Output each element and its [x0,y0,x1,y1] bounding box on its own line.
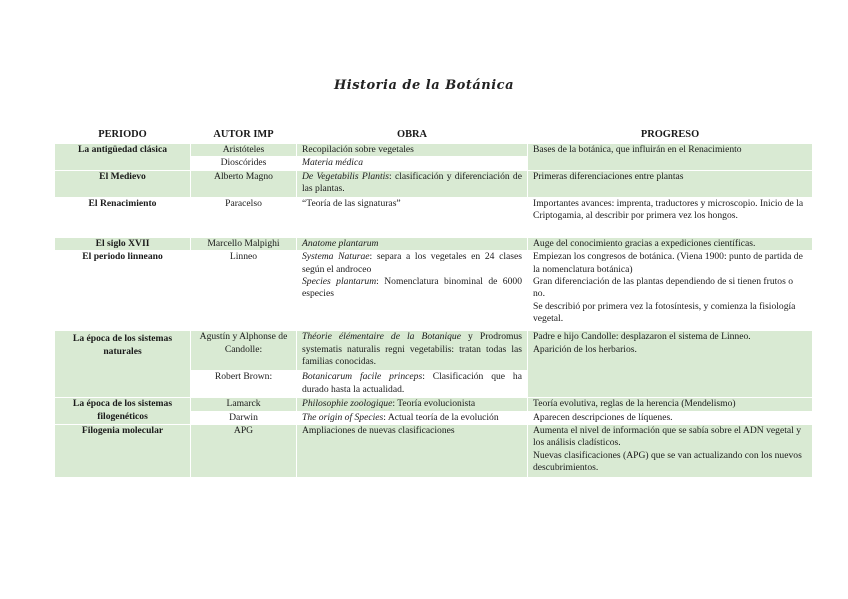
obra-title: Species plantarum [302,276,377,288]
periodo-cell: Filogenia molecular [55,425,191,478]
obra-cell: Recopilación sobre vegetales [297,144,528,157]
progreso-cell [528,251,813,331]
table-row [55,425,813,478]
progreso-line: Aparición de los herbarios. [533,343,637,355]
periodo-cell: El siglo XVII [55,237,191,250]
table-row [55,170,813,197]
progreso-cell [528,425,813,478]
progreso-cell: Auge del conocimiento gracias a expediciones científicas. [528,237,813,250]
obra-entry [302,251,522,276]
progreso-cell: Primeras diferenciaciones entre plantas [528,170,813,197]
obra-title: Botanicarum facile princeps [302,371,423,383]
periodo-cell: La época de los sistemas filogenéticos [55,398,191,425]
obra-cell [297,170,528,197]
progreso-cell [528,331,813,398]
obra-title: De Vegetabilis Plantis [302,170,390,182]
header-autor: AUTOR IMP [191,128,297,144]
periodo-cell: El periodo linneano [55,251,191,331]
obra-cell [297,371,528,398]
progreso-line: Se describió por primera vez la fotosíntesis, y comienza la fisiología vegetal. [533,300,796,325]
autor-cell: Paracelso [191,197,297,237]
obra-cell [297,331,528,371]
autor-cell: Robert Brown: [191,371,297,398]
progreso-cell: Aparecen descripciones de líquenes. [528,411,813,424]
progreso-line: Nuevas clasificaciones (APG) que se van actualizando con los nuevos descubrimientos. [533,449,802,474]
progreso-cell: Importantes avances: imprenta, traductores y microscopio. Inicio de la Criptogamia, al describir por primera vez los hongos. [528,197,813,237]
periodo-cell: El Medievo [55,170,191,197]
obra-title: Philosophie zoologique [302,398,393,410]
obra-text: : Actual teoría de la evolución [383,411,499,423]
obra-title: Théorie élémentaire de la Botanique [302,331,461,343]
obra-title: Anatome plantarum [302,237,379,249]
obra-entry [302,276,522,301]
obra-cell [297,251,528,331]
table-row [55,237,813,250]
progreso-line: Empiezan los congresos de botánica. (Viena 1900: punto de partida de la nomenclatura botánica) [533,251,803,275]
table-row [55,144,813,157]
progreso-line: Padre e hijo Candolle: desplazaron el sistema de Linneo. [533,331,751,343]
progreso-line: Gran diferenciación de las plantas dependiendo de si tienen frutos o no. [533,276,794,300]
obra-title: Systema Naturae [302,251,370,263]
obra-cell [297,398,528,411]
autor-cell: Alberto Magno [191,170,297,197]
obra-cell [297,411,528,424]
autor-cell: Dioscórides [191,157,297,170]
progreso-line: Aumenta el nivel de información que se sabía sobre el ADN vegetal y los análisis cladísticos. [533,425,802,449]
obra-cell [297,237,528,250]
obra-text: : Nomenclatura binominal de 6000 especies [302,276,522,300]
obra-text: : Clasificación que ha durado hasta la actualidad. [302,371,522,395]
obra-cell: “Teoría de las signaturas” [297,197,528,237]
autor-cell: Linneo [191,251,297,331]
autor-cell: Lamarck [191,398,297,411]
header-obra: OBRA [297,128,528,144]
autor-cell: Darwin [191,411,297,424]
table-row [55,197,813,237]
obra-cell: Ampliaciones de nuevas clasificaciones [297,425,528,478]
autor-cell: APG [191,425,297,478]
table-row [55,251,813,331]
progreso-cell: Teoría evolutiva, reglas de la herencia (Mendelismo) [528,398,813,411]
autor-cell: Marcello Malpighi [191,237,297,250]
periodo-cell: La época de los sistemas naturales [55,331,191,398]
autor-cell: Agustín y Alphonse de Candolle: [191,331,297,371]
progreso-cell: Bases de la botánica, que influirán en el Renacimiento [528,144,813,171]
autor-cell: Aristóteles [191,144,297,157]
periodo-cell: La antigüedad clásica [55,144,191,171]
table-row [55,331,813,371]
header-row [55,128,813,144]
header-progreso: PROGRESO [528,128,813,144]
obra-text: y Prodromus systematis naturalis regni vegetabilis: tratan todas las familias conocidas. [302,331,522,368]
history-table [54,127,813,478]
obra-text: : Teoría evolucionista [392,398,476,410]
header-periodo: PERIODO [55,128,191,144]
periodo-cell: El Renacimiento [55,197,191,237]
obra-title: The origin of Species [302,411,384,423]
page-title: Historia de la Botánica [333,78,515,93]
obra-text: : clasificación y diferenciación de las plantas. [302,170,522,195]
table-row [55,398,813,411]
obra-title: Materia médica [302,157,364,169]
obra-text: : separa a los vegetales en 24 clases según el androceo [302,251,522,275]
obra-cell [297,157,528,170]
